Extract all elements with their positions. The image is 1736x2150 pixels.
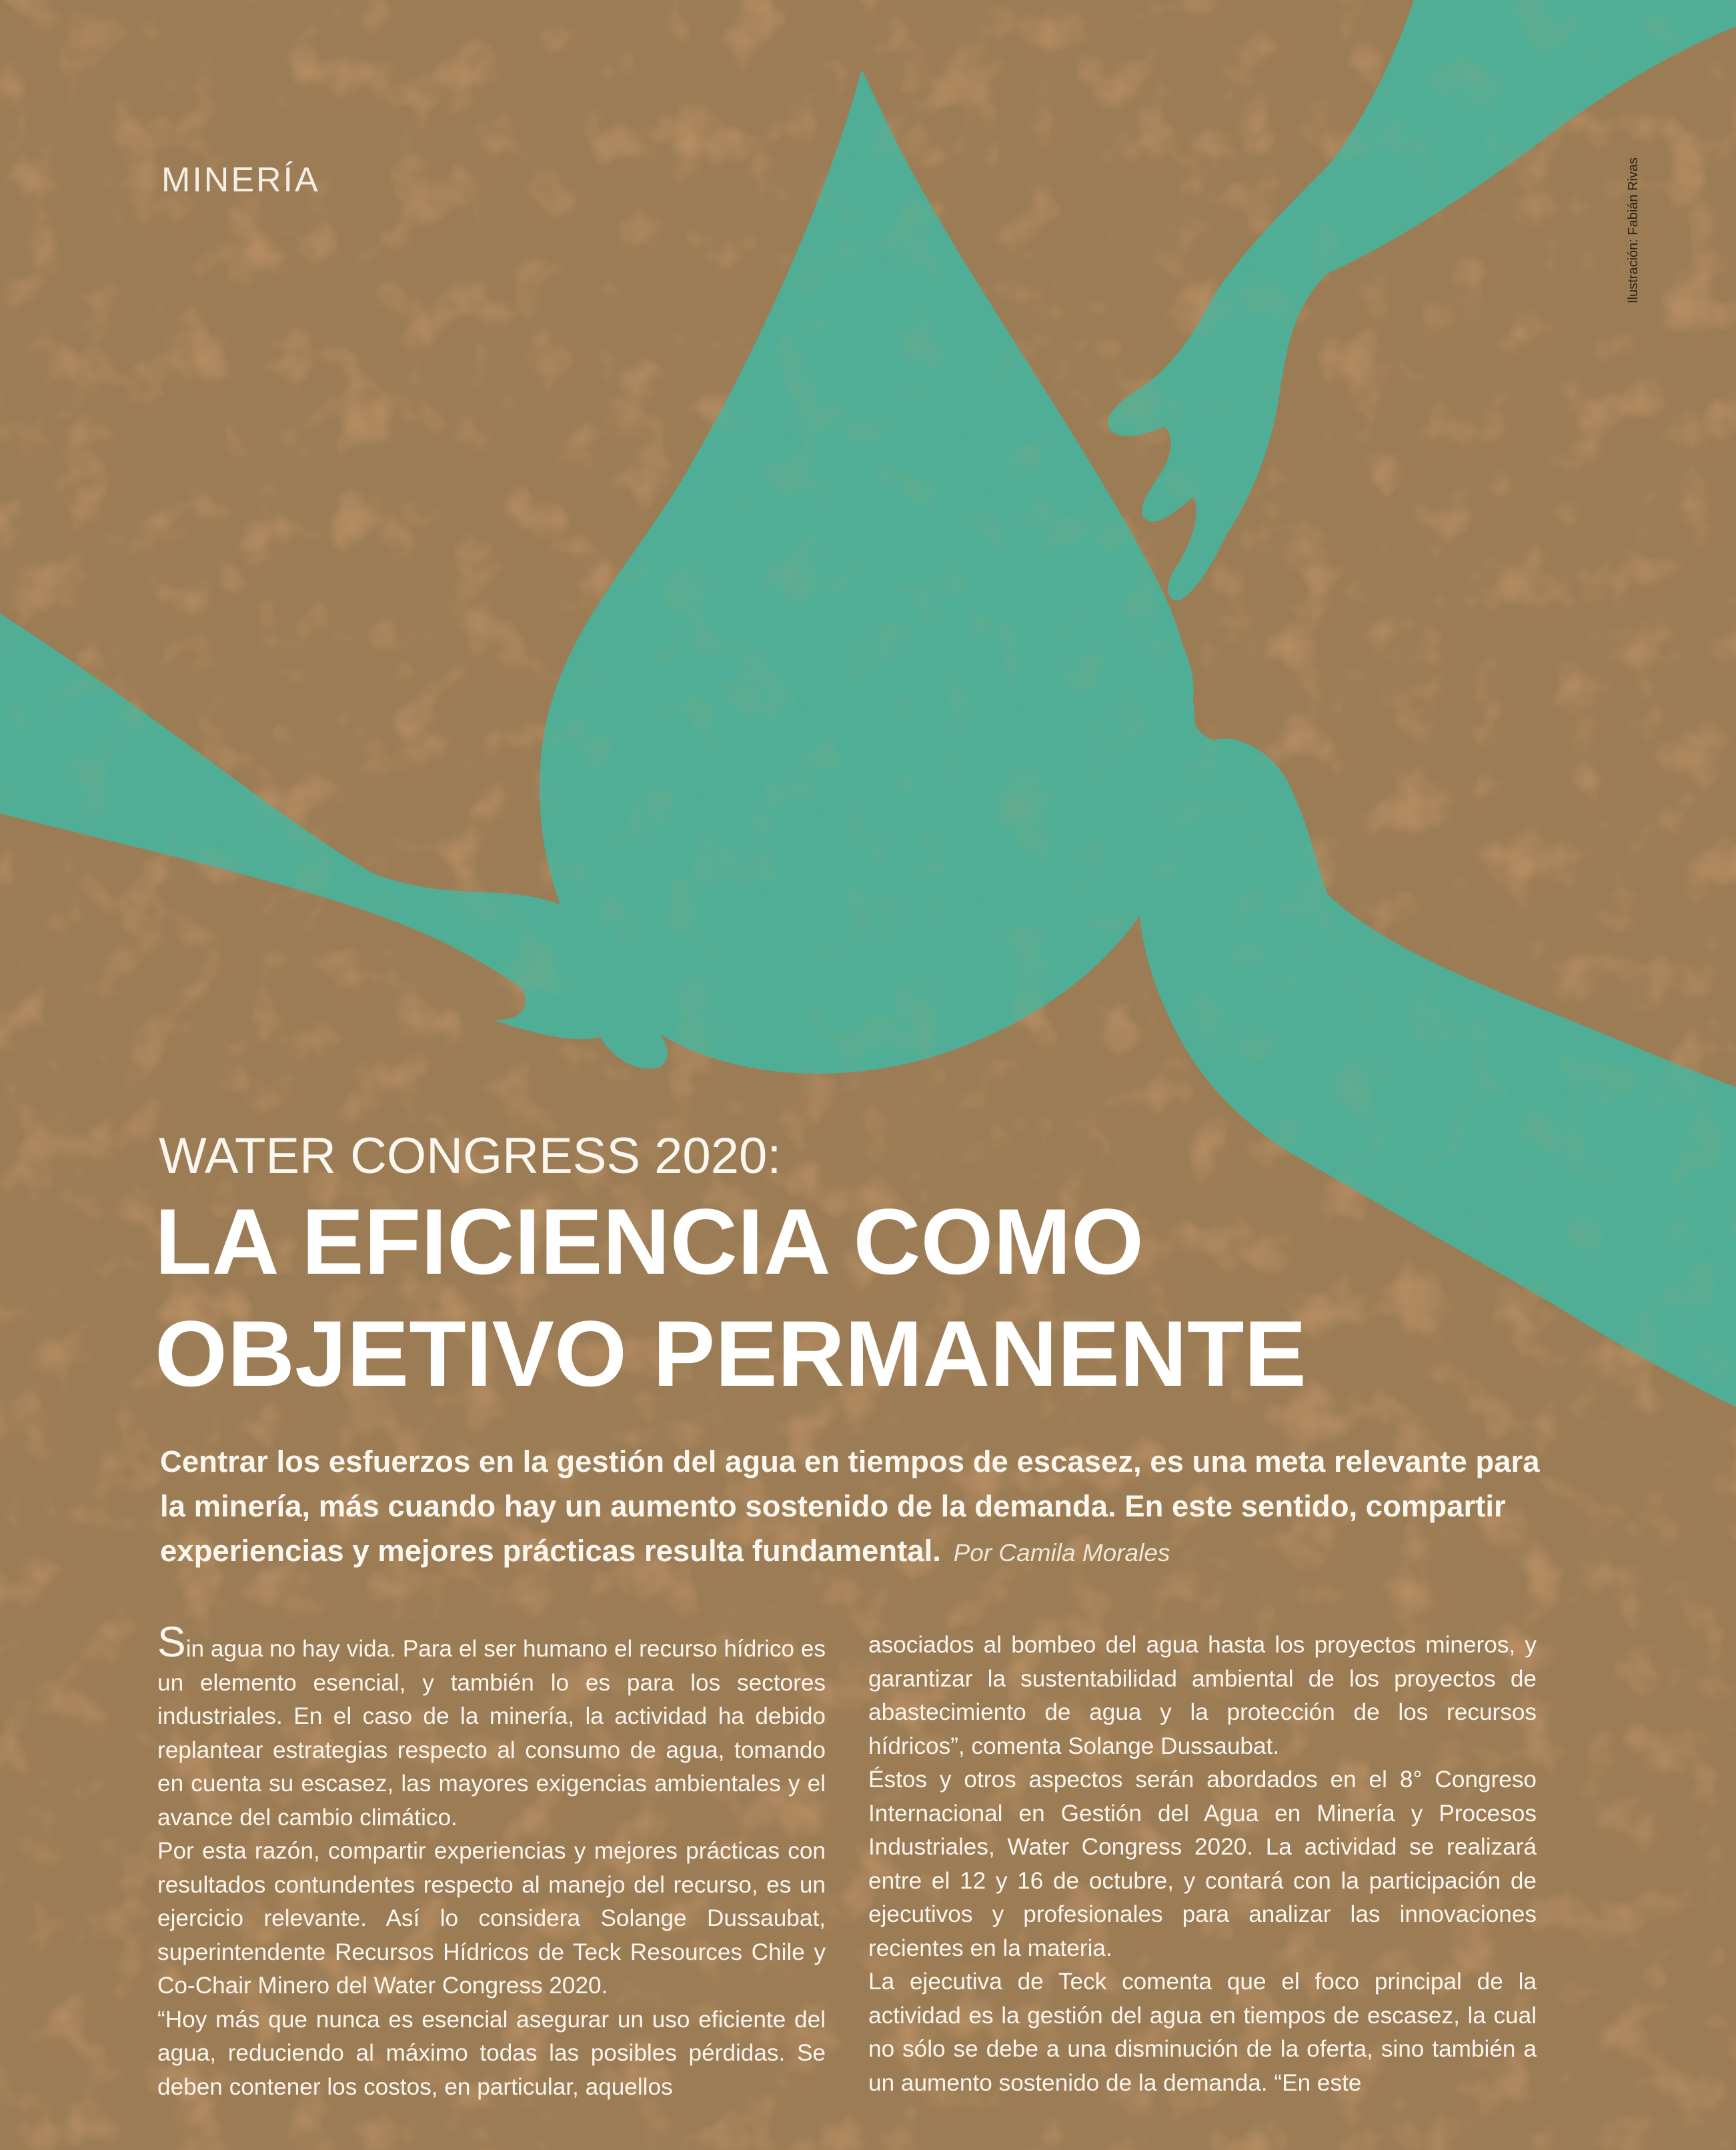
article-lead — [160, 1439, 1561, 1575]
byline: Por Camila Morales — [953, 1539, 1170, 1566]
body-paragraph: “Hoy más que nunca es esencial asegurar un uso eficiente del agua, reduciendo al máximo todas las posibles pérdidas. Se deben contener los costos, en particular, aquellos — [157, 2006, 826, 2100]
article-headline — [155, 1186, 1622, 1410]
body-paragraph: Por esta razón, compartir experiencias y mejores prácticas con resultados contundentes respecto al manejo del recurso, es un ejercicio relevante. Así lo considera Solange Dussaubat, superintendente Recursos Hídricos de Teck Resources Chile y Co-Chair Minero del Water Congress 2020. — [157, 1838, 826, 1999]
body-paragraph — [157, 1618, 826, 1835]
body-column-right — [868, 1629, 1537, 2100]
illustration-credit: Ilustración: Fabián Rivas — [1626, 157, 1641, 303]
body-paragraph: asociados al bombeo del agua hasta los proyectos mineros, y garantizar la sustentabilidad ambiental de los proyectos de abastecimiento de agua y la protección de los recursos hídricos”, comenta Solange Dussaubat. — [868, 1632, 1537, 1759]
drop-cap: S — [157, 1618, 186, 1666]
body-paragraph-text: in agua no hay vida. Para el ser humano el recurso hídrico es un elemento esencial, y también lo es para los sectores industriales. En el caso de la minería, la actividad ha debido replantear estrategias respecto al consumo de agua, tomando en cuenta su escasez, las mayores exigencias ambientales y el avance del cambio climático. — [157, 1636, 826, 1831]
body-column-left — [157, 1618, 826, 2104]
body-paragraph: Éstos y otros aspectos serán abordados en el 8° Congreso Internacional en Gestión del Agua en Minería y Procesos Industriales, Water Congress 2020. La actividad se realizará entre el 12 y 16 de octubre, y contará con la participación de ejecutivos y profesionales para analizar las innovaciones recientes en la materia. — [868, 1767, 1537, 1961]
headline-line-2: OBJETIVO PERMANENTE — [155, 1301, 1307, 1406]
body-paragraph: La ejecutiva de Teck comenta que el foco principal de la actividad es la gestión del agua en tiempos de escasez, la cual no sólo se debe a una disminución de la oferta, sino también a un aumento sostenido de la demanda. “En este — [868, 1969, 1537, 2096]
article-kicker: WATER CONGRESS 2020: — [159, 1128, 782, 1184]
section-label: MINERÍA — [161, 161, 320, 199]
lead-text: Centrar los esfuerzos en la gestión del agua en tiempos de escasez, es una meta relevante para la minería, más cuando hay un aumento sostenido de la demanda. En este sentido, compartir experiencias y mejores prácticas resulta fundamental. — [160, 1444, 1540, 1568]
headline-line-1: LA EFICIENCIA COMO — [155, 1189, 1144, 1294]
